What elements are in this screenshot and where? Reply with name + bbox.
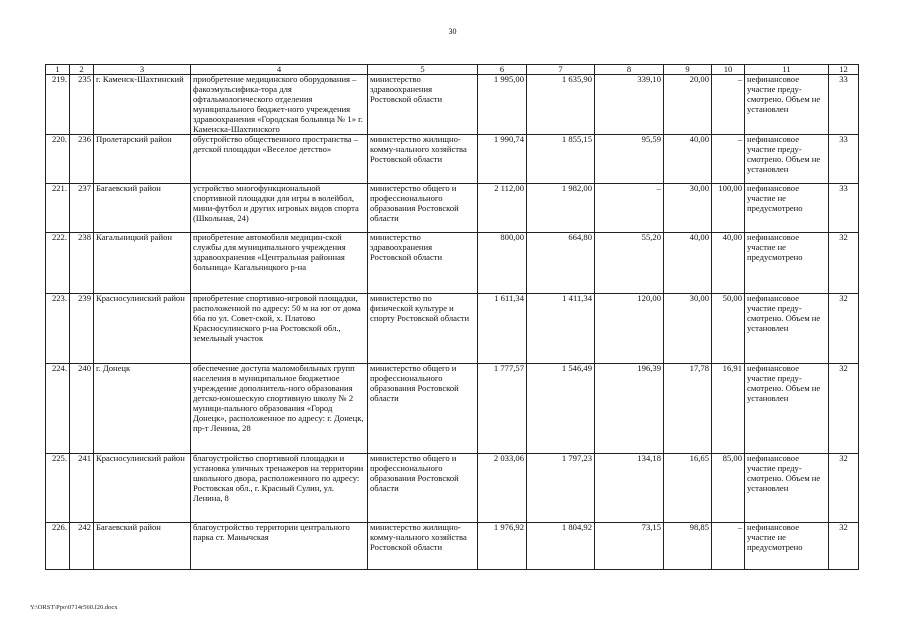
column-header: 1 bbox=[46, 65, 70, 75]
amount-total: 1 976,92 bbox=[478, 523, 527, 570]
project-description: устройство многофункциональной спортивной площадки для игры в волейбол, мини-футбол и других игровых видов спорта (Школьная, 24) bbox=[191, 184, 368, 233]
projects-table bbox=[45, 64, 859, 570]
table-row bbox=[46, 233, 859, 294]
district-name: Багаевский район bbox=[94, 184, 191, 233]
amount-local: – bbox=[595, 184, 664, 233]
column-header: 10 bbox=[712, 65, 745, 75]
table-row bbox=[46, 523, 859, 570]
column-header: 5 bbox=[368, 65, 478, 75]
amount-regional: 1 411,34 bbox=[527, 294, 595, 364]
amount-population: 40,00 bbox=[664, 233, 712, 294]
non-financial-participation: нефинансовое участие преду-смотрено. Объем не установлен bbox=[745, 454, 829, 523]
table-row bbox=[46, 454, 859, 523]
amount-population: 16,65 bbox=[664, 454, 712, 523]
ministry-name: министерство жилищно-комму-нального хозяйства Ростовской области bbox=[368, 523, 478, 570]
row-number: 226. bbox=[46, 523, 70, 570]
amount-local: 95,59 bbox=[595, 135, 664, 184]
record-id: 242 bbox=[70, 523, 94, 570]
amount-local: 73,15 bbox=[595, 523, 664, 570]
row-number: 224. bbox=[46, 364, 70, 454]
amount-business: 50,00 bbox=[712, 294, 745, 364]
score: 32 bbox=[829, 294, 859, 364]
amount-business: – bbox=[712, 135, 745, 184]
amount-local: 55,20 bbox=[595, 233, 664, 294]
amount-regional: 1 546,49 bbox=[527, 364, 595, 454]
non-financial-participation: нефинансовое участие преду-смотрено. Объем не установлен bbox=[745, 135, 829, 184]
score: 32 bbox=[829, 364, 859, 454]
project-description: благоустройство спортивной площадки и установка уличных тренажеров на территории школьного двора, расположенного по адресу: Ростовская обл., г. Красный Сулин, ул. Ленина, 8 bbox=[191, 454, 368, 523]
score: 33 bbox=[829, 135, 859, 184]
column-header: 9 bbox=[664, 65, 712, 75]
record-id: 239 bbox=[70, 294, 94, 364]
project-description: обустройство общественного пространства – детской площадки «Веселое детство» bbox=[191, 135, 368, 184]
project-description: обеспечение доступа маломобильных групп населения в муниципальное бюджетное учреждение дополнитель-ного образования детско-юношескую спортивную школу № 2 муници-пального образования «Город Донецк», расположенное по адресу: г. Донецк, пр-т Ленина, 28 bbox=[191, 364, 368, 454]
amount-regional: 1 982,00 bbox=[527, 184, 595, 233]
ministry-name: министерство общего и профессионального образования Ростовской области bbox=[368, 364, 478, 454]
row-number: 222. bbox=[46, 233, 70, 294]
amount-population: 98,85 bbox=[664, 523, 712, 570]
amount-regional: 1 635,90 bbox=[527, 75, 595, 135]
amount-population: 30,00 bbox=[664, 184, 712, 233]
amount-business: 85,00 bbox=[712, 454, 745, 523]
amount-total: 1 990,74 bbox=[478, 135, 527, 184]
district-name: Багаевский район bbox=[94, 523, 191, 570]
amount-regional: 1 855,15 bbox=[527, 135, 595, 184]
column-header: 7 bbox=[527, 65, 595, 75]
ministry-name: министерство здравоохранения Ростовской области bbox=[368, 75, 478, 135]
amount-total: 2 033,06 bbox=[478, 454, 527, 523]
table-row bbox=[46, 135, 859, 184]
amount-business: 16,91 bbox=[712, 364, 745, 454]
project-description: благоустройство территории центрального парка ст. Манычская bbox=[191, 523, 368, 570]
district-name: г. Каменск-Шахтинский bbox=[94, 75, 191, 135]
record-id: 238 bbox=[70, 233, 94, 294]
amount-total: 800,00 bbox=[478, 233, 527, 294]
non-financial-participation: нефинансовое участие преду-смотрено. Объем не установлен bbox=[745, 294, 829, 364]
score: 33 bbox=[829, 184, 859, 233]
table-row bbox=[46, 75, 859, 135]
table-row bbox=[46, 294, 859, 364]
row-number: 219. bbox=[46, 75, 70, 135]
amount-regional: 1 797,23 bbox=[527, 454, 595, 523]
column-header: 11 bbox=[745, 65, 829, 75]
score: 32 bbox=[829, 523, 859, 570]
record-id: 240 bbox=[70, 364, 94, 454]
non-financial-participation: нефинансовое участие не предусмотрено bbox=[745, 184, 829, 233]
table-body bbox=[46, 65, 859, 570]
column-header: 8 bbox=[595, 65, 664, 75]
district-name: Кагальницкий район bbox=[94, 233, 191, 294]
non-financial-participation: нефинансовое участие преду-смотрено. Объем не установлен bbox=[745, 364, 829, 454]
score: 32 bbox=[829, 454, 859, 523]
amount-population: 40,00 bbox=[664, 135, 712, 184]
column-header: 4 bbox=[191, 65, 368, 75]
non-financial-participation: нефинансовое участие не предусмотрено bbox=[745, 523, 829, 570]
amount-regional: 1 804,92 bbox=[527, 523, 595, 570]
project-description: приобретение автомобиля медицин-ской службы для муниципального учреждения здравоохранения «Центральная районная больница» Кагальницкого р-на bbox=[191, 233, 368, 294]
amount-local: 134,18 bbox=[595, 454, 664, 523]
ministry-name: министерство жилищно-комму-нального хозяйства Ростовской области bbox=[368, 135, 478, 184]
amount-business: 100,00 bbox=[712, 184, 745, 233]
footer-file-path: Y:\ORST\Ppo\0714r560.f20.docx bbox=[30, 604, 118, 611]
ministry-name: министерство общего и профессионального образования Ростовской области bbox=[368, 184, 478, 233]
amount-population: 17,78 bbox=[664, 364, 712, 454]
row-number: 225. bbox=[46, 454, 70, 523]
column-header: 6 bbox=[478, 65, 527, 75]
page-number: 30 bbox=[448, 27, 457, 36]
amount-business: 40,00 bbox=[712, 233, 745, 294]
row-number: 223. bbox=[46, 294, 70, 364]
project-description: приобретение спортивно-игровой площадки, расположенной по адресу: 50 м на юг от дома 66а по ул. Совет-ской, х. Платово Красносулинского р-на Ростовской обл., земельный участок bbox=[191, 294, 368, 364]
district-name: Красносулинский район bbox=[94, 454, 191, 523]
column-header: 3 bbox=[94, 65, 191, 75]
non-financial-participation: нефинансовое участие не предусмотрено bbox=[745, 233, 829, 294]
table-row bbox=[46, 184, 859, 233]
column-numbers-row bbox=[46, 65, 859, 75]
amount-business: – bbox=[712, 523, 745, 570]
score: 32 bbox=[829, 233, 859, 294]
amount-local: 120,00 bbox=[595, 294, 664, 364]
record-id: 235 bbox=[70, 75, 94, 135]
amount-total: 1 995,00 bbox=[478, 75, 527, 135]
district-name: г. Донецк bbox=[94, 364, 191, 454]
row-number: 221. bbox=[46, 184, 70, 233]
non-financial-participation: нефинансовое участие преду-смотрено. Объем не установлен bbox=[745, 75, 829, 135]
table-row bbox=[46, 364, 859, 454]
amount-total: 1 777,57 bbox=[478, 364, 527, 454]
amount-total: 2 112,00 bbox=[478, 184, 527, 233]
district-name: Красносулинский район bbox=[94, 294, 191, 364]
column-header: 12 bbox=[829, 65, 859, 75]
amount-local: 196,39 bbox=[595, 364, 664, 454]
record-id: 241 bbox=[70, 454, 94, 523]
amount-regional: 664,80 bbox=[527, 233, 595, 294]
ministry-name: министерство здравоохранения Ростовской области bbox=[368, 233, 478, 294]
amount-business: – bbox=[712, 75, 745, 135]
row-number: 220. bbox=[46, 135, 70, 184]
amount-total: 1 611,34 bbox=[478, 294, 527, 364]
project-description: приобретение медицинского оборудования – факоэмульсифика-тора для офтальмологического отделения муниципального бюджет-ного учреждения здравоохранения «Городская больница № 1» г. Каменска-Шахтинского bbox=[191, 75, 368, 135]
amount-population: 30,00 bbox=[664, 294, 712, 364]
record-id: 236 bbox=[70, 135, 94, 184]
record-id: 237 bbox=[70, 184, 94, 233]
ministry-name: министерство общего и профессионального образования Ростовской области bbox=[368, 454, 478, 523]
score: 33 bbox=[829, 75, 859, 135]
ministry-name: министерство по физической культуре и спорту Ростовской области bbox=[368, 294, 478, 364]
amount-local: 339,10 bbox=[595, 75, 664, 135]
district-name: Пролетарский район bbox=[94, 135, 191, 184]
amount-population: 20,00 bbox=[664, 75, 712, 135]
column-header: 2 bbox=[70, 65, 94, 75]
